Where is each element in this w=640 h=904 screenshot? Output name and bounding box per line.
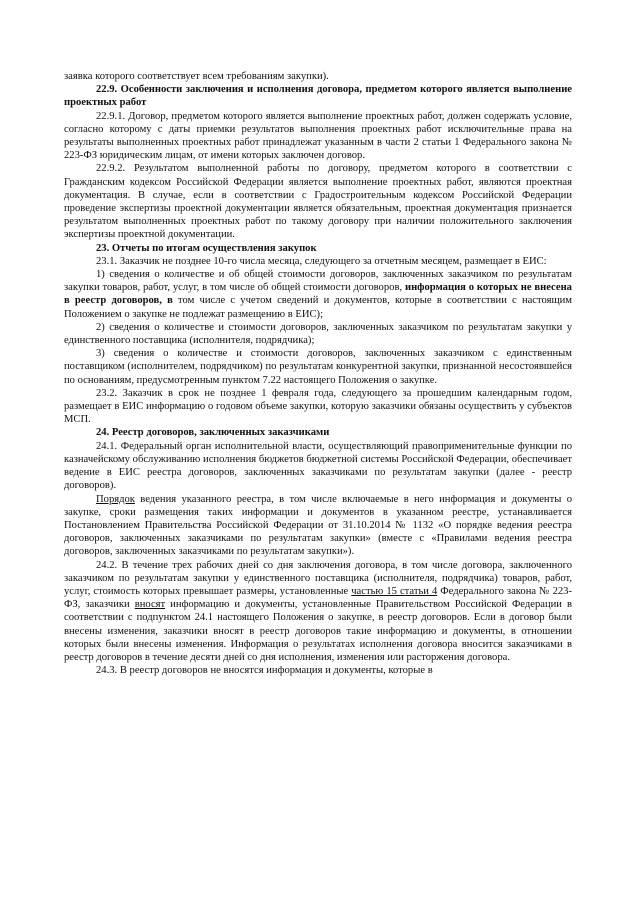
order-text: ведения указанного реестра, в том числе включаемые в него информация и документы о закупке, сроки размещения таких информации и документов в указанном реестре, устанавливается Постановлением Правительства Российской Федерации от 31.10.2014 № 1132 «О порядке ведения реестра договоров, заключенных заказчиками по результатам закупки» (вместе с «Правилами ведения реестра договоров, заключенных заказчиками по результатам закупки»).: [64, 493, 572, 558]
item-1-text-a: 1) сведения о количестве и об общей стоимости договоров, заключенных заказчиком по результатам закупки товаров, работ, услуг, в том числе об общей стоимости договоров,: [64, 269, 572, 294]
paragraph-23-1-item-2: 2) сведения о количестве и стоимости договоров, заключенных заказчиком по результатам закупки у единственного поставщика (исполнителя, подрядчика);: [64, 321, 572, 347]
paragraph-23-1-item-1: [64, 268, 572, 321]
paragraph-continuation: заявка которого соответствует всем требованиям закупки).: [64, 71, 329, 82]
section-heading-22-9: 22.9. Особенности заключения и исполнения договора, предметом которого является выполнение проектных работ: [64, 84, 572, 109]
paragraph-24-1-order: [64, 493, 572, 559]
item-1-emphasis: информация о которых не внесена в реестр договоров, в: [64, 282, 572, 307]
paragraph-23-1: 23.1. Заказчик не позднее 10-го числа месяца, следующего за отчетным месяцем, размещает в ЕИС:: [96, 255, 547, 267]
paragraph-22-9-1: 22.9.1. Договор, предметом которого является выполнение проектных работ, должен содержать условие, согласно которому с даты приемки результатов выполнения проектных работ исключительные права на результаты выполненных проектных работ принадлежат указанным в части 2 статьи 1 Федерального закона № 223-ФЗ юридическим лицам, от имени которых заключен договор.: [64, 110, 572, 162]
section-heading-24: 24. Реестр договоров, заключенных заказчиками: [96, 427, 330, 439]
law-part-link[interactable]: частью 15 статьи 4: [351, 585, 438, 597]
p242-text-b: Федерального закона № 223-ФЗ, заказчики: [64, 585, 572, 611]
p242-text-a: 24.2. В течение трех рабочих дней со дня заключения договора, в том числе договора, заключенного заказчиком по результатам закупки у единственного поставщика (исполнителя, подрядчика) товаров, работ, услуг, стоимость которых превышает размеры, установленные: [64, 559, 572, 597]
vnosyat-link[interactable]: вносят: [134, 599, 166, 611]
item-1-text-c: том числе с учетом сведений и документов, которые в соответствии с настоящим Положением о закупке не подлежат размещению в ЕИС);: [64, 295, 573, 320]
p242-text-c: информацию и документы, установленные Правительством Российской Федерации в соответствии с подпунктом 24.1 настоящего Положения о закупке, в реестр договоров. Если в договор были внесены изменения, заказчики вносят в реестр договоров такие информацию и документы, в отношении которых были внесены изменения. Информация о результатах исполнения договора вносится заказчиками в реестр договоров в течение десяти дней со дня исполнения, изменения или расторжения договора.: [64, 599, 572, 663]
paragraph-24-3: 24.3. В реестр договоров не вносятся информация и документы, которые в: [96, 665, 433, 677]
paragraph-24-2: [64, 559, 572, 665]
section-heading-23: 23. Отчеты по итогам осуществления закупок: [96, 242, 317, 254]
paragraph-23-1-item-3: 3) сведения о количестве и стоимости договоров, заключенных заказчиком с единственным поставщиком (исполнителем, подрядчиком) по результатам конкурентной закупки, признанной несостоявшейся по основаниям, предусмотренным пунктом 7.22 настоящего Положения о закупке.: [64, 348, 572, 386]
order-link[interactable]: Порядок: [96, 493, 135, 505]
paragraph-22-9-2: 22.9.2. Результатом выполненной работы по договору, предметом которого в соответствии с Гражданским кодексом Российской Федерации является выполнение проектных работ, являются проектная документация. В случае, если в соответствии с Градостроительным кодексом Российской Федерации проведение экспертизы проектной документации является обязательным, проектная документация признается результатом выполненных проектных работ по такому договору при наличии положительного заключения экспертизы проектной документации.: [64, 163, 572, 241]
paragraph-24-1: 24.1. Федеральный орган исполнительной власти, осуществляющий правоприменительные функции по казначейскому обслуживанию исполнения бюджетов бюджетной системы Российской Федерации, обеспечивает ведение в ЕИС реестра договоров, заключенных заказчиками по результатам закупки (далее - реестр договоров).: [64, 440, 572, 492]
document-body: [64, 70, 572, 677]
paragraph-23-2: 23.2. Заказчик в срок не позднее 1 февраля года, следующего за прошедшим календарным годом, размещает в ЕИС информацию о годовом объеме закупки, которую заказчики обязаны осуществить у субъектов МСП.: [64, 387, 572, 426]
